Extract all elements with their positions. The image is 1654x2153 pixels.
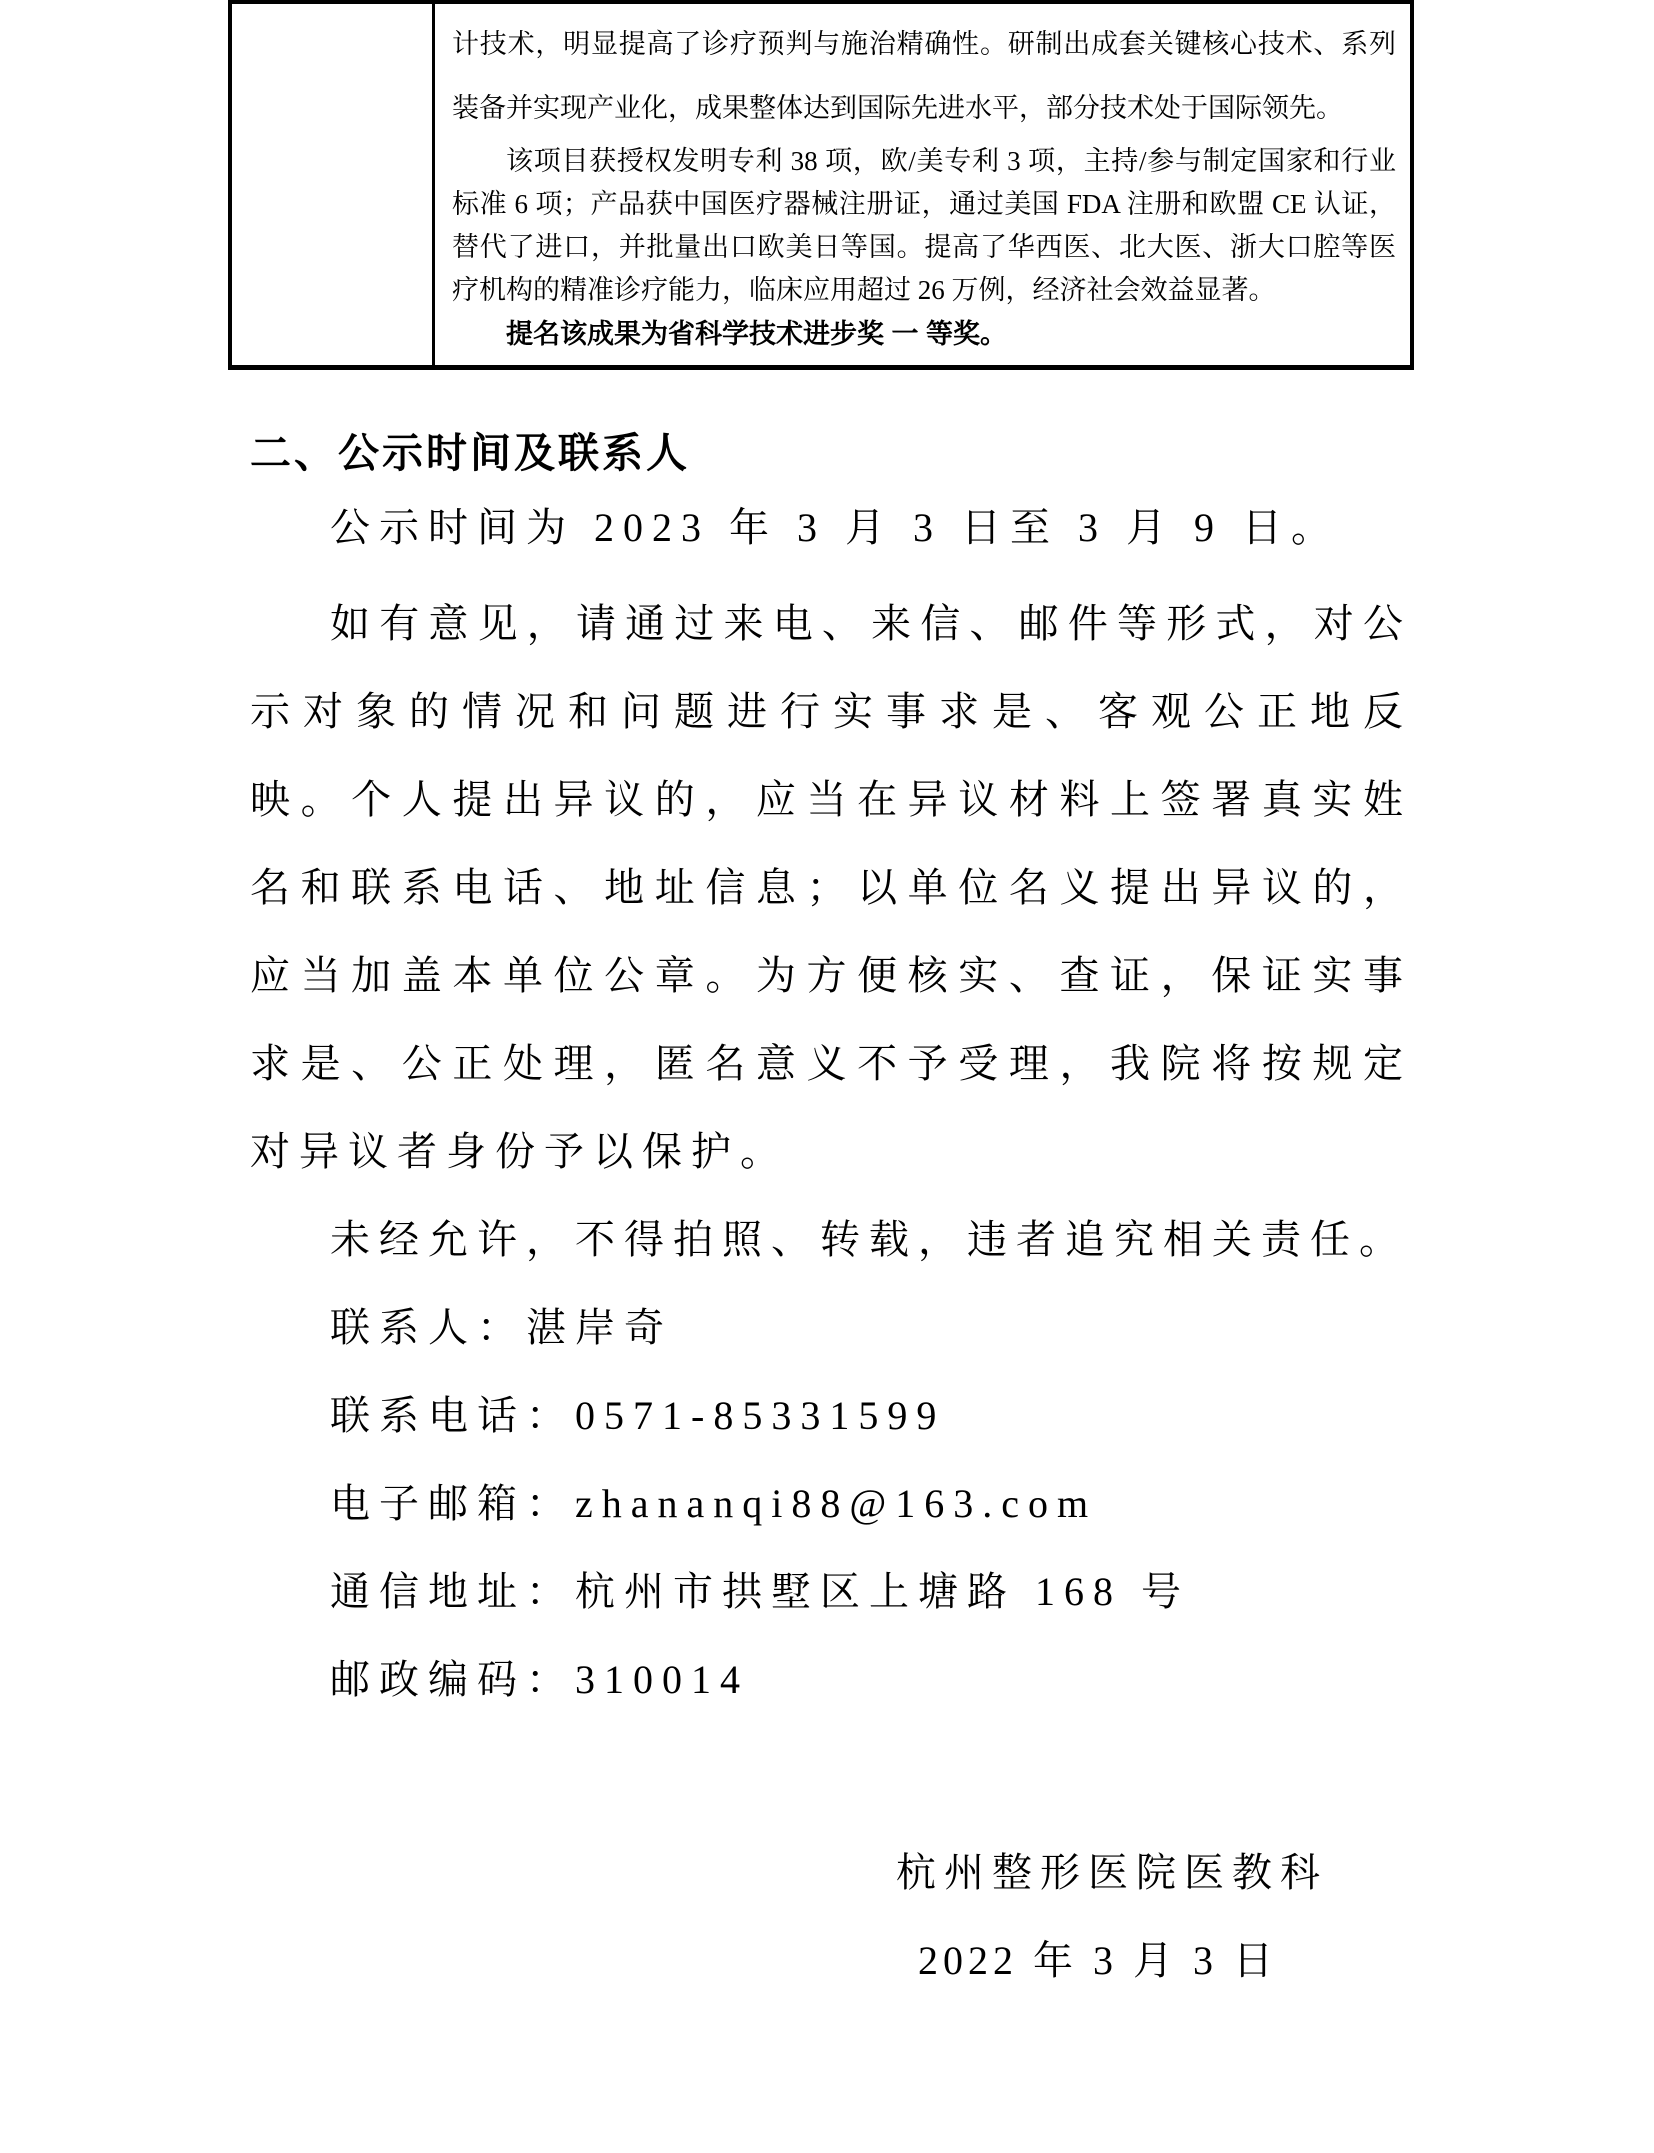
publicity-period-paragraph: 公示时间为 2023 年 3 月 3 日至 3 月 9 日。: [330, 505, 1340, 550]
nomination-line: 提名该成果为省科学技术进步奖 一 等奖。: [506, 319, 1008, 349]
contact-phone-line: 联系电话：0571-85331599: [330, 1393, 946, 1438]
signature-date: 2022 年 3 月 3 日: [918, 1938, 1278, 1983]
signature-org: 杭州整形医院医教科: [896, 1850, 1328, 1895]
postal-code-line: 邮政编码：310014: [330, 1657, 749, 1702]
no-photo-notice: 未经允许，不得拍照、转载，违者追究相关责任。: [330, 1217, 1408, 1262]
table-empty-label-cell: [232, 4, 435, 365]
patents-paragraph: 该项目获授权发明专利 38 项，欧/美专利 3 项，主持/参与制定国家和行业标准 6 项；产品获中国医疗器械注册证，通过美国 FDA 注册和欧盟 CE 认证，替代了进口，并批量出口欧美日等国。提高了华西医、北大医、浙大口腔等医疗机构的精准诊疗能力，临床应用超过 26 万例，经济社会效益显著。: [452, 146, 1396, 305]
achievement-paragraph: 计技术，明显提高了诊疗预判与施治精确性。研制出成套关键核心技术、系列装备并实现产业化，成果整体达到国际先进水平，部分技术处于国际领先。: [452, 29, 1396, 123]
contact-person-line: 联系人：湛岸奇: [330, 1305, 673, 1350]
announcement-body: [250, 408, 1412, 2005]
section-heading: 二、公示时间及联系人: [250, 430, 690, 476]
feedback-paragraph: 如有意见，请通过来电、来信、邮件等形式，对公示对象的情况和问题进行实事求是、客观公正地反映。个人提出异议的，应当在异议材料上签署真实姓名和联系电话、地址信息；以单位名义提出异议的，应当加盖本单位公章。为方便核实、查证，保证实事求是、公正处理，匿名意义不予受理，我院将按规定对异议者身份予以保护。: [250, 601, 1412, 1174]
contact-email-line: 电子邮箱：zhananqi88@163.com: [330, 1481, 1098, 1526]
table-content-cell: [435, 4, 1410, 365]
contact-address-line: 通信地址：杭州市拱墅区上塘路 168 号: [330, 1569, 1190, 1614]
signature-block: [250, 1829, 1412, 2005]
results-table: [228, 0, 1414, 370]
